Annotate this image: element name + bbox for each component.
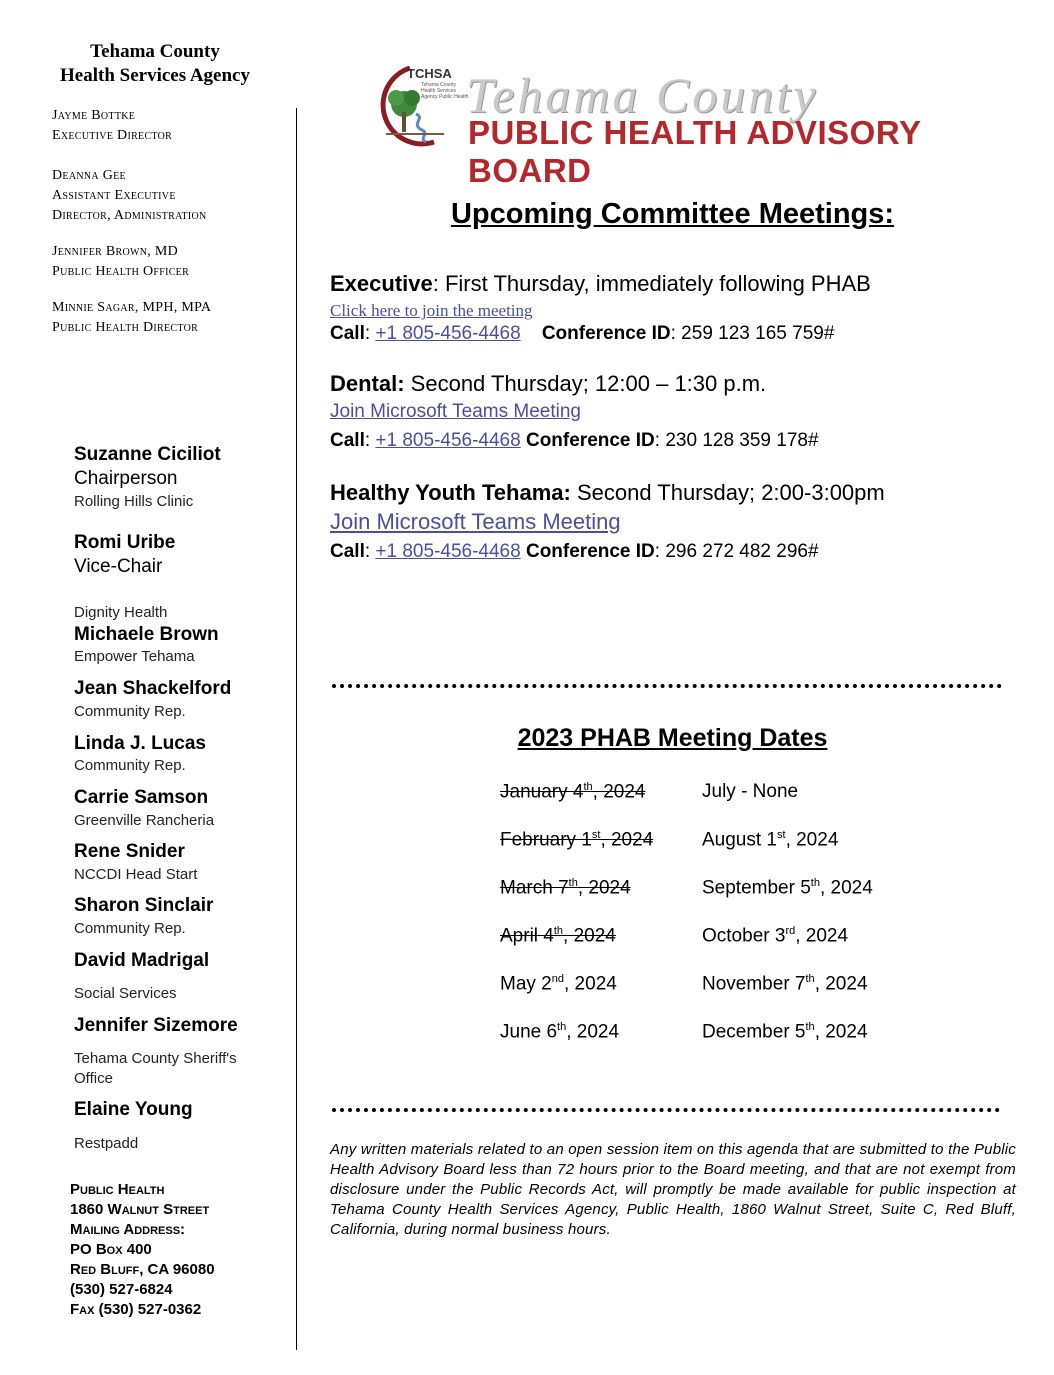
meetings-heading: Upcoming Committee Meetings: (450, 198, 895, 230)
youth-join-link[interactable]: Join Microsoft Teams Meeting (330, 509, 621, 534)
date-december: December 5th, 2024 (702, 1021, 868, 1043)
committee-name: Dental: (330, 371, 405, 396)
date-july: July - None (702, 781, 799, 802)
dental-call-line: Call: +1 805-456-4468 Conference ID: 230 128 359 178# (330, 430, 819, 451)
executive-director: Jayme Bottke Executive Director (52, 108, 173, 143)
member-name: Jean Shackelford (74, 678, 232, 699)
committee-name: Executive (330, 271, 433, 296)
member-org: Dignity Health (74, 604, 168, 621)
member-org: Greenville Rancheria (74, 812, 215, 829)
member-name: Rene Snider (74, 841, 185, 862)
agency-line1: Tehama County (90, 41, 220, 62)
member-name: David Madrigal (74, 950, 210, 971)
public-health-officer: Jennifer Brown, MD Public Health Officer (52, 244, 190, 279)
agency-line2: Health Services Agency (60, 65, 250, 86)
date-april: April 4th, 2024 (500, 925, 616, 947)
dental-join-link[interactable]: Join Microsoft Teams Meeting (330, 401, 581, 422)
executive-join-link[interactable]: Click here to join the meeting (330, 301, 533, 320)
date-november: November 7th, 2024 (702, 973, 868, 995)
member-name: Jennifer Sizemore (74, 1015, 238, 1036)
member-org: Restpadd (74, 1135, 139, 1152)
dotted-divider (332, 1108, 1000, 1112)
youth-phone-link[interactable]: +1 805-456-4468 (375, 541, 521, 562)
member-name: Elaine Young (74, 1099, 193, 1120)
public-health-director: Minnie Sagar, MPH, MPA Public Health Director (52, 300, 212, 335)
member-org: NCCDI Head Start (74, 866, 198, 883)
date-february: February 1st, 2024 (500, 829, 654, 851)
assistant-executive-director: Deanna Gee Assistant Executive Director, Administration (52, 168, 207, 223)
dates-heading: 2023 PHAB Meeting Dates (517, 724, 828, 752)
date-september: September 5th, 2024 (702, 877, 873, 899)
date-may: May 2nd, 2024 (500, 973, 617, 995)
mailing-address: Public Health 1860 Walnut Street Mailing Address: PO Box 400 Red Bluff, CA 96080 (530) 527-6824 Fax (530) 527-0362 (70, 1181, 215, 1318)
dotted-divider (332, 684, 1002, 688)
member-role: Chairperson (74, 468, 178, 489)
date-august: August 1st, 2024 (702, 829, 839, 851)
member-org: Rolling Hills Clinic (74, 493, 194, 510)
date-june: June 6th, 2024 (500, 1021, 620, 1043)
youth-call-line: Call: +1 805-456-4468 Conference ID: 296 272 482 296# (330, 541, 819, 562)
date-january: January 4th, 2024 (500, 781, 646, 803)
member-org: Social Services (74, 985, 177, 1002)
logo-subtitle: Tehama County Health Services Agency Public Health (421, 82, 469, 100)
agency-title (40, 40, 270, 88)
member-org: Tehama County Sheriff's Office (74, 1050, 237, 1087)
member-name: Michaele Brown (74, 624, 219, 645)
logo-script-title: Tehama County (466, 67, 819, 123)
executive-call-line: Call: +1 805-456-4468 Conference ID: 259 123 165 759# (330, 323, 835, 344)
committee-schedule: Second Thursday; 2:00-3:00pm (570, 480, 885, 505)
member-name: Romi Uribe (74, 532, 176, 553)
member-org: Community Rep. (74, 920, 186, 937)
executive-phone-link[interactable]: +1 805-456-4468 (375, 323, 521, 344)
public-records-notice: Any written materials related to an open session item on this agenda that are submitted to the Public Health Advisory Board less than 72 hours prior to the Board meeting, and that are not exempt from disclosure under the Public Records Act, will promptly be made available for public inspection at Tehama County Health Services Agency, Public Health, 1860 Walnut Street, Suite C, Red Bluff, California, during normal business hours. (330, 1141, 1016, 1238)
member-role: Vice-Chair (74, 556, 163, 577)
committee-name: Healthy Youth Tehama: (330, 480, 571, 505)
youth-committee-title (330, 480, 885, 506)
committee-schedule: Second Thursday; 12:00 – 1:30 p.m. (404, 371, 767, 396)
sidebar-divider (296, 108, 297, 1350)
member-org: Community Rep. (74, 703, 186, 720)
member-name: Sharon Sinclair (74, 895, 214, 916)
member-org: Empower Tehama (74, 648, 195, 665)
committee-schedule: : First Thursday, immediately following PHAB (432, 271, 871, 296)
executive-committee-title (330, 271, 871, 297)
logo-acronym: TCHSA (407, 66, 452, 81)
logo-board-title: PUBLIC HEALTH ADVISORY BOARD (468, 114, 921, 189)
member-org: Community Rep. (74, 757, 186, 774)
member-name: Linda J. Lucas (74, 733, 206, 754)
dental-committee-title (330, 371, 766, 397)
dental-phone-link[interactable]: +1 805-456-4468 (375, 430, 521, 451)
member-name: Suzanne Ciciliot (74, 444, 221, 465)
date-march: March 7th, 2024 (500, 877, 631, 899)
date-october: October 3rd, 2024 (702, 925, 849, 947)
member-name: Carrie Samson (74, 787, 209, 808)
